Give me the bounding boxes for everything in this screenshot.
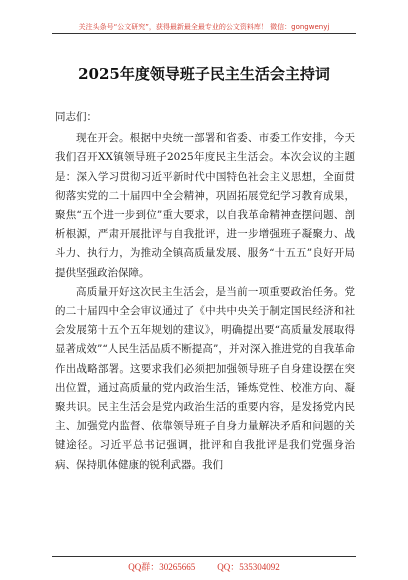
footer-qq-contact: QQ：535304092 bbox=[217, 562, 280, 572]
footer-divider bbox=[52, 556, 356, 557]
salutation: 同志们： bbox=[55, 111, 97, 123]
footer-qq-group: QQ群：30265665 bbox=[128, 562, 196, 572]
paragraph: 高质量开好这次民主生活会，是当前一项重要政治任务。党的二十届四中全会审议通过了《中共中央关于制定国民经济和社会发展第十五个五年规划的建议》，明确提出要“高质量发展取得显著成效”“人民生活品质不断提高”，并对深入推进党的自我革命作出战略部署。这要求我们必须把加强领导班子自身建设摆在突出位置，通过高质量的党内政治生活，锤炼党性、校准方向、凝聚共识。民主生活会是党内政治生活的重要内容，是发扬党内民主、加强党内监督、依靠领导班子自身力量解决矛盾和问题的关键途径。习近平总书记强调，批评和自我批评是我们党强身治病、保持肌体健康的锐利武器。我们 bbox=[55, 285, 355, 471]
header-divider bbox=[52, 33, 356, 34]
document-title: 2025年度领导班子民主生活会主持词 bbox=[78, 65, 330, 83]
header-banner: 关注头条号“公文研究”，获得最新最全最专业的公文资料库！ 微信：gongwenyj bbox=[78, 23, 330, 31]
paragraph: 现在开会。根据中央统一部署和省委、市委工作安排，今天我们召开XX镇领导班子2025年度民主生活会。本次会议的主题是：深入学习贯彻习近平新时代中国特色社会主义思想，全面贯彻落实党的二十届四中全会精神，巩固拓展党纪学习教育成果，聚焦“五个进一步到位”重大要求，以自我革命精神查摆问题、剖析根源，严肃开展批评与自我批评，进一步增强班子凝聚力、战斗力、执行力，为推动全镇高质量发展、服务“十五五”良好开局提供坚强政治保障。 bbox=[55, 132, 355, 279]
document-body bbox=[55, 108, 355, 475]
footer bbox=[0, 560, 408, 573]
